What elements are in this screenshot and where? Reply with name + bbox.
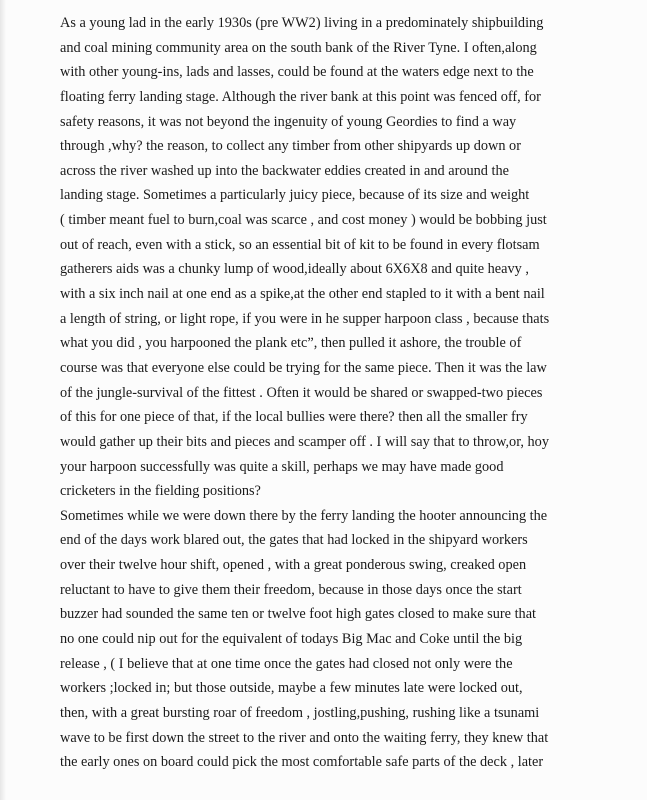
text-line: your harpoon successfully was quite a skill, perhaps we may have made good <box>60 458 504 475</box>
text-line: wave to be first down the street to the river and onto the waiting ferry, they knew that <box>60 729 549 746</box>
text-line: with a six inch nail at one end as a spike,at the other end stapled to it with a bent nail <box>60 286 545 303</box>
text-line: release , ( I believe that at one time once the gates had closed not only were the <box>60 655 513 672</box>
text-line: As a young lad in the early 1930s (pre WW2) living in a predominately shipbuilding <box>60 15 544 31</box>
text-line: cricketers in the fielding positions? <box>60 483 261 500</box>
text-line: through ,why? the reason, to collect any timber from other shipyards up down or <box>60 138 521 155</box>
text-line: over their twelve hour shift, opened , with a great ponderous swing, creaked open <box>60 557 527 574</box>
text-line: landing stage. Sometimes a particularly juicy piece, because of its size and weight <box>60 187 530 204</box>
text-line: gatherers aids was a chunky lump of wood,ideally about 6X6X8 and quite heavy , <box>60 261 529 278</box>
text-line: then, with a great bursting roar of freedom , jostling,pushing, rushing like a tsunami <box>60 704 540 721</box>
text-line: reluctant to have to give them their freedom, because in those days once the start <box>60 581 522 598</box>
text-line: end of the days work blared out, the gates that had locked in the shipyard workers <box>60 532 528 549</box>
text-line: of the jungle-survival of the fittest . Often it would be shared or swapped-two pieces <box>60 384 543 401</box>
text-line: no one could nip out for the equivalent of todays Big Mac and Coke until the big <box>60 631 523 648</box>
text-line: across the river washed up into the backwater eddies created in and around the <box>60 162 509 179</box>
text-line: the early ones on board could pick the most comfortable safe parts of the deck , later <box>60 754 544 771</box>
text-line: with other young-ins, lads and lasses, could be found at the waters edge next to the <box>60 64 534 81</box>
text-line: of this for one piece of that, if the local bullies were there? then all the smaller fry <box>60 409 528 426</box>
text-line: safety reasons, it was not beyond the ingenuity of young Geordies to find a way <box>60 113 517 130</box>
text-line: course was that everyone else could be trying for the same piece. Then it was the law <box>60 359 547 376</box>
text-line: Sometimes while we were down there by the ferry landing the hooter announcing the <box>60 507 548 524</box>
text-line: would gather up their bits and pieces and scamper off . I will say that to throw,or, hoy <box>60 433 549 450</box>
text-line: and coal mining community area on the south bank of the River Tyne. I often,along <box>60 39 537 56</box>
text-line: out of reach, even with a stick, so an essential bit of kit to be found in every flotsam <box>60 236 540 253</box>
body-text <box>60 11 640 775</box>
text-line: a length of string, or light rope, if you were in he supper harpoon class , because thats <box>60 310 550 327</box>
text-line: workers ;locked in; but those outside, maybe a few minutes late were locked out, <box>60 680 523 697</box>
paragraph-1 <box>60 11 640 504</box>
text-line: buzzer had sounded the same ten or twelve foot high gates closed to make sure that <box>60 606 537 623</box>
text-line: what you did , you harpooned the plank etc”, then pulled it ashore, the trouble of <box>60 335 522 352</box>
text-line: ( timber meant fuel to burn,coal was scarce , and cost money ) would be bobbing just <box>60 212 547 229</box>
paragraph-2 <box>60 504 640 775</box>
text-line: floating ferry landing stage. Although the river bank at this point was fenced off, for <box>60 88 541 105</box>
